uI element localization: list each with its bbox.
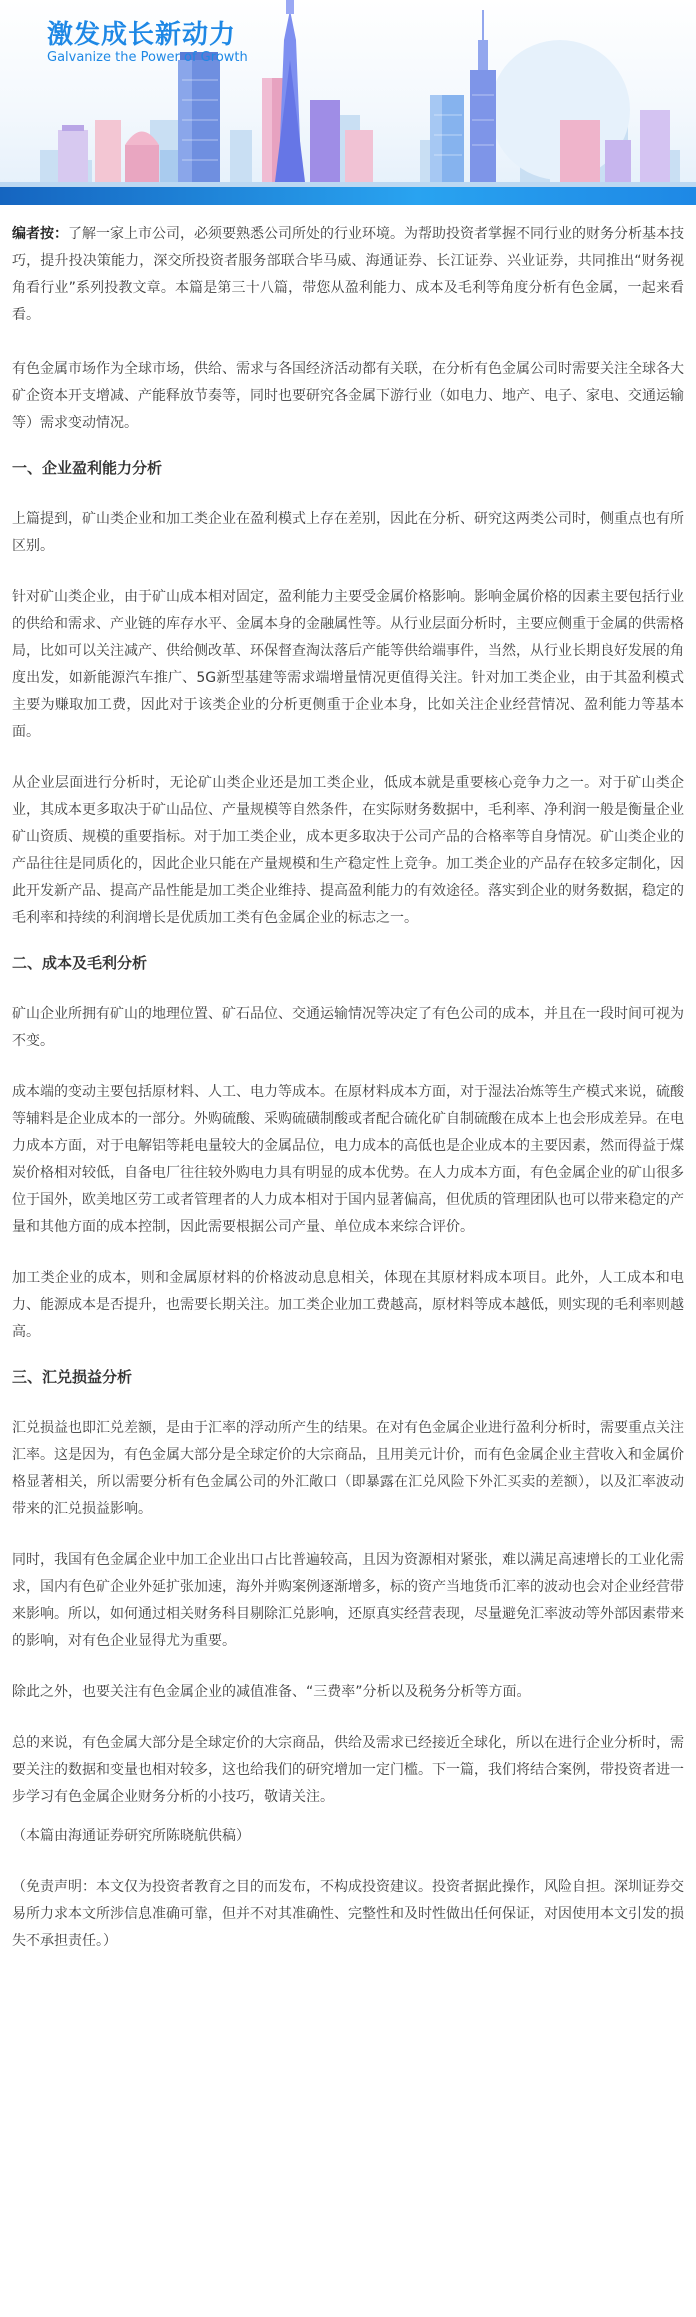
- paragraph-9: 同时，我国有色金属企业中加工企业出口占比普遍较高，且因为资源相对紧张，难以满足高速增长的工业化需求，国内有色矿企业外延扩张加速，海外并购案例逐渐增多，标的资产当地货币汇率的波动也会对企业经营带来影响。所以，如何通过相关财务科目剔除汇兑影响，还原真实经营表现，尽量避免汇率波动等外部因素带来的影响，对有色企业显得尤为重要。: [12, 1552, 684, 1649]
- paragraph-4: 从企业层面进行分析时，无论矿山类企业还是加工类企业，低成本就是重要核心竞争力之一。对于矿山类企业，其成本更多取决于矿山品位、产量规模等自然条件，在实际财务数据中，毛利率、净利润一般是衡量企业矿山资质、规模的重要指标。对于加工类企业，成本更多取决于公司产品的合格率等自身情况。矿山类企业的产品往往是同质化的，因此企业只能在产量规模和生产稳定性上竞争。加工类企业的产品存在较多定制化，因此开发新产品、提高产品性能是加工类企业维持、提高盈利能力的有效途径。落实到企业的财务数据，稳定的毛利率和持续的利润增长是优质加工类有色金属企业的标志之一。: [12, 775, 684, 926]
- paragraph-7: 加工类企业的成本，则和金属原材料的价格波动息息相关，体现在其原材料成本项目。此外，人工成本和电力、能源成本是否提升，也需要长期关注。加工类企业加工费越高，原材料等成本越低，则实现的毛利率则越高。: [12, 1270, 684, 1340]
- paragraph-3: 针对矿山类企业，由于矿山成本相对固定，盈利能力主要受金属价格影响。影响金属价格的因素主要包括行业的供给和需求、产业链的库存水平、金属本身的金融属性等。从行业层面分析时，主要应侧重于金属的供需格局，比如可以关注减产、供给侧改革、环保督查淘汰落后产能等供给端事件，当然，从行业长期良好发展的角度出发，如新能源汽车推广、5G新型基建等需求端增量情况更值得关注。针对加工类企业，由于其盈利模式主要为赚取加工费，因此对于该类企业的分析更侧重于企业本身，比如关注企业经营情况、盈利能力等基本面。: [12, 589, 684, 740]
- disclaimer: （免责声明：本文仅为投资者教育之目的而发布，不构成投资建议。投资者据此操作，风险自担。深圳证券交易所力求本文所涉信息准确可靠，但并不对其准确性、完整性和及时性做出任何保证，对因使用本文引发的损失不承担责任。）: [12, 1879, 684, 1949]
- section-heading-2: 二、成本及毛利分析: [12, 954, 148, 972]
- section-heading-3: 三、汇兑损益分析: [12, 1368, 133, 1386]
- editor-note-label: 编者按：: [12, 226, 68, 242]
- article-body: [0, 221, 696, 1955]
- paragraph-11: 总的来说，有色金属大部分是全球定价的大宗商品，供给及需求已经接近全球化，所以在进行企业分析时，需要关注的数据和变量也相对较多，这也给我们的研究增加一定门槛。下一篇，我们将结合案例，带投资者进一步学习有色金属企业财务分析的小技巧，敬请关注。: [12, 1735, 684, 1805]
- paragraph-5: 矿山企业所拥有矿山的地理位置、矿石品位、交通运输情况等决定了有色公司的成本，并且在一段时间可视为不变。: [12, 1006, 684, 1049]
- banner-bottom-bar: [0, 187, 696, 205]
- section-heading-1: 一、企业盈利能力分析: [12, 459, 163, 477]
- source-note: （本篇由海通证券研究所陈晓航供稿）: [12, 1828, 250, 1844]
- paragraph-2: 上篇提到，矿山类企业和加工类企业在盈利模式上存在差别，因此在分析、研究这两类公司时，侧重点也有所区别。: [12, 511, 684, 554]
- paragraph-1: 有色金属市场作为全球市场，供给、需求与各国经济活动都有关联，在分析有色金属公司时需要关注全球各大矿企资本开支增减、产能释放节奏等，同时也要研究各金属下游行业（如电力、地产、电子、家电、交通运输等）需求变动情况。: [12, 361, 684, 431]
- editor-note: [12, 221, 684, 329]
- paragraph-8: 汇兑损益也即汇兑差额，是由于汇率的浮动所产生的结果。在对有色金属企业进行盈利分析时，需要重点关注汇率。这是因为，有色金属大部分是全球定价的大宗商品，且用美元计价，而有色金属企业主营收入和金属价格显著相关，所以需要分析有色金属公司的外汇敞口（即暴露在汇兑风险下外汇买卖的差额），以及汇率波动带来的汇兑损益影响。: [12, 1420, 684, 1517]
- banner-title: 激发成长新动力: [47, 20, 237, 50]
- paragraph-10: 除此之外，也要关注有色金属企业的减值准备、“三费率”分析以及税务分析等方面。: [12, 1684, 531, 1700]
- editor-note-text: 了解一家上市公司，必须要熟悉公司所处的行业环境。为帮助投资者掌握不同行业的财务分析基本技巧，提升投决策能力，深交所投资者服务部联合毕马威、海通证券、长江证券、兴业证券，共同推出“财务视角看行业”系列投教文章。本篇是第三十八篇，带您从盈利能力、成本及毛利等角度分析有色金属，一起来看看。: [12, 226, 684, 323]
- header-banner: [0, 0, 696, 205]
- paragraph-6: 成本端的变动主要包括原材料、人工、电力等成本。在原材料成本方面，对于湿法冶炼等生产模式来说，硫酸等辅料是企业成本的一部分。外购硫酸、采购硫磺制酸或者配合硫化矿自制硫酸在成本上也会形成差异。在电力成本方面，对于电解铝等耗电量较大的金属品位，电力成本的高低也是企业成本的主要因素，然而得益于煤炭价格相对较低，自备电厂往往较外购电力具有明显的成本优势。在人力成本方面，有色金属企业的矿山很多位于国外，欧美地区劳工或者管理者的人力成本相对于国内显著偏高，但优质的管理团队也可以带来稳定的产量和其他方面的成本控制，因此需要根据公司产量、单位成本来综合评价。: [12, 1084, 684, 1235]
- banner-subtitle: Galvanize the Power of Growth: [47, 50, 248, 65]
